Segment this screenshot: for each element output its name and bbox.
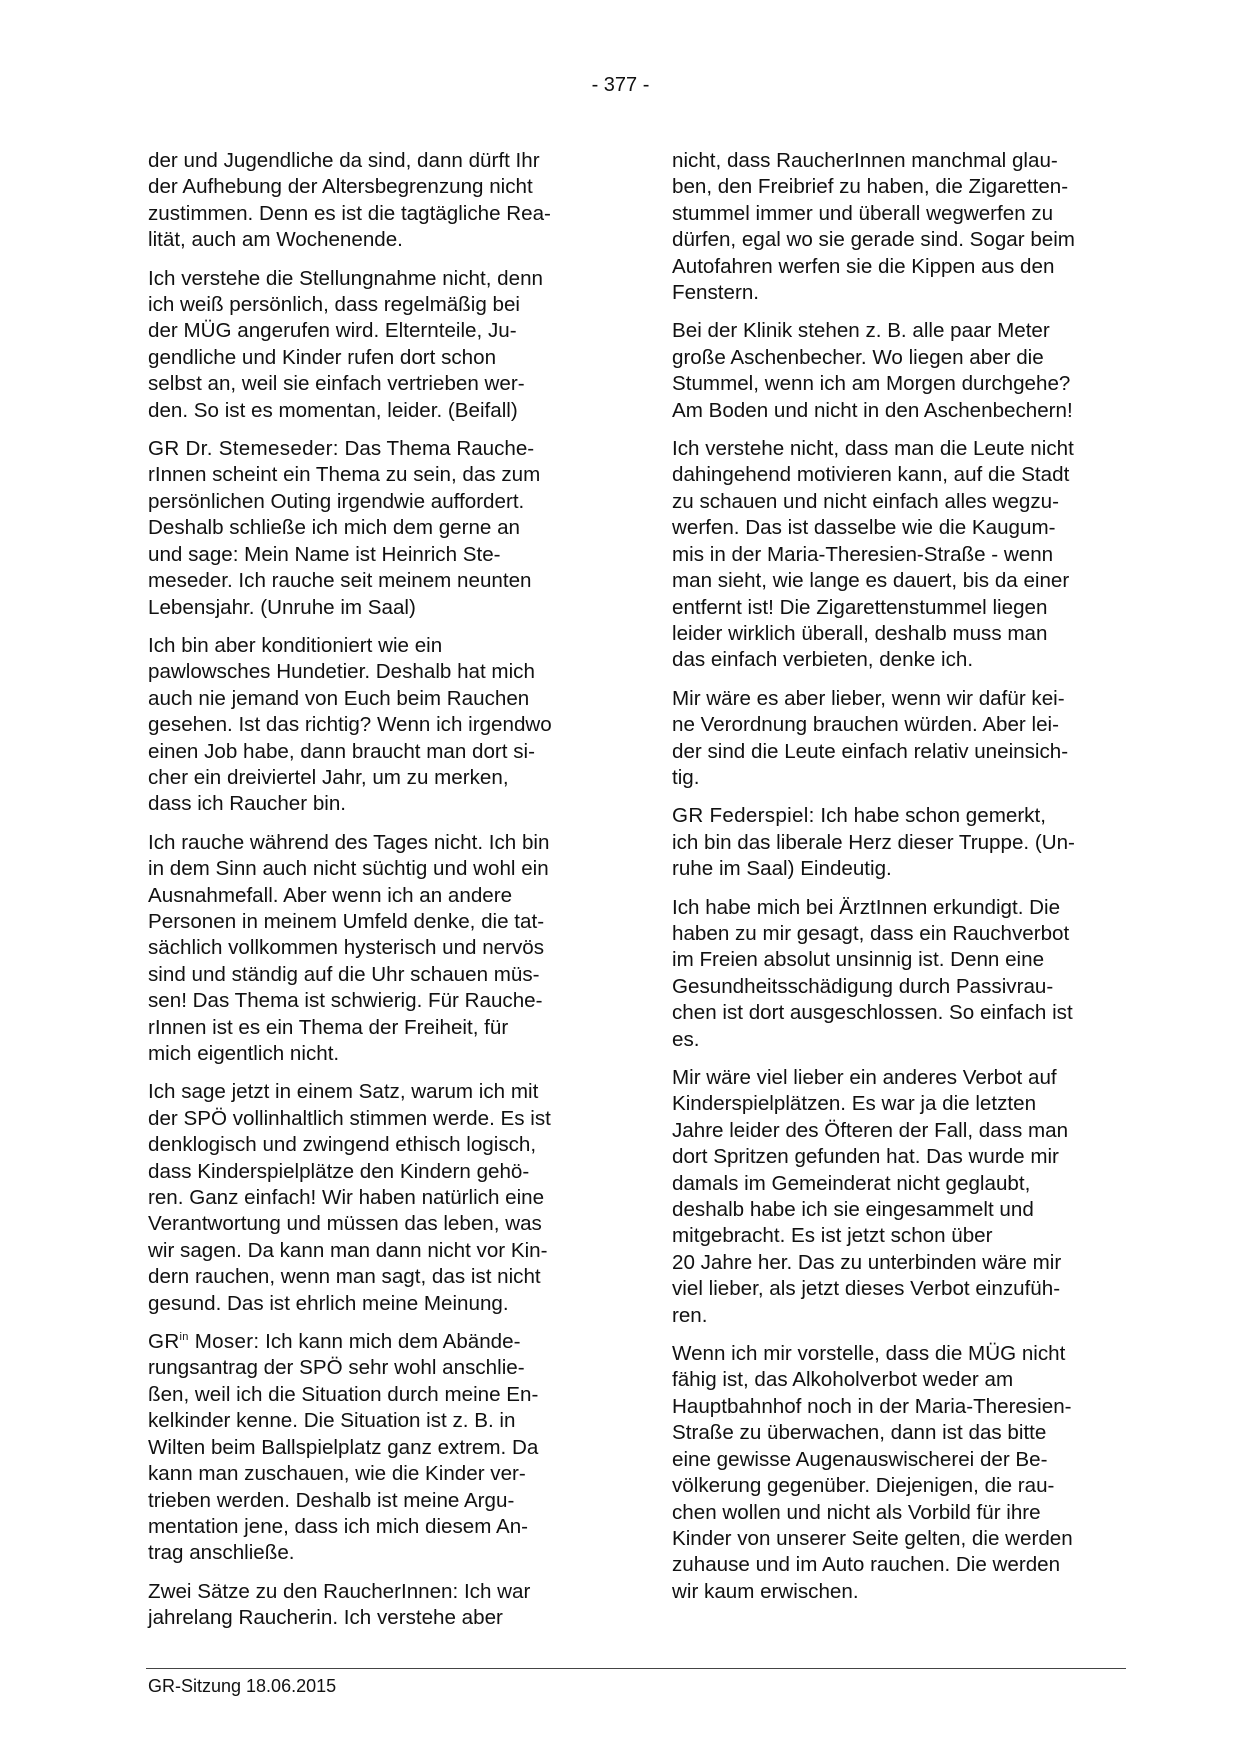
text-line: denklogisch und zwingend ethisch logisch,	[148, 1133, 537, 1157]
text-line: sen! Das Thema ist schwierig. Für Rauche-	[148, 989, 543, 1013]
text-line: tig.	[672, 765, 700, 789]
speaker-title: GR	[148, 1330, 180, 1354]
text-fragment: Ich habe schon gemerkt,	[814, 804, 1046, 828]
text-line: völkerung gegenüber. Diejenigen, die rau-	[672, 1474, 1055, 1498]
paragraph	[148, 1579, 596, 1632]
text-line: ren.	[672, 1303, 708, 1327]
text-line: 20 Jahre her. Das zu unterbinden wäre mir	[672, 1250, 1062, 1274]
paragraph	[672, 436, 1120, 674]
right-column	[672, 148, 1120, 1617]
text-line: trag anschließe.	[148, 1541, 295, 1565]
text-line: dort Spritzen gefunden hat. Das wurde mir	[672, 1145, 1059, 1169]
text-line: cher ein dreiviertel Jahr, um zu merken,	[148, 765, 509, 789]
text-line: in dem Sinn auch nicht süchtig und wohl ein	[148, 857, 549, 881]
paragraph	[148, 436, 596, 621]
text-line: Fenstern.	[672, 281, 759, 305]
paragraph	[672, 148, 1120, 306]
text-line: dahingehend motivieren kann, auf die Stadt	[672, 463, 1070, 487]
text-line: große Aschenbecher. Wo liegen aber die	[672, 345, 1044, 369]
text-line: Gesundheitsschädigung durch Passivrau-	[672, 974, 1054, 998]
text-line: Ich verstehe nicht, dass man die Leute nicht	[672, 437, 1074, 461]
speaker-title-suffix: in	[179, 1331, 189, 1344]
paragraph	[148, 830, 596, 1068]
text-line: pawlowsches Hundetier. Deshalb hat mich	[148, 660, 535, 684]
paragraph	[672, 1065, 1120, 1329]
text-line: im Freien absolut unsinnig ist. Denn eine	[672, 948, 1045, 972]
text-line: dass ich Raucher bin.	[148, 792, 347, 816]
text-line: Stummel, wenn ich am Morgen durchgehe?	[672, 372, 1071, 396]
text-line: Jahre leider des Öfteren der Fall, dass man	[672, 1118, 1069, 1142]
text-line: mis in der Maria-Theresien-Straße - wenn	[672, 542, 1054, 566]
text-line: der Aufhebung der Altersbegrenzung nicht	[148, 175, 533, 199]
text-line: Mir wäre es aber lieber, wenn wir dafür kei-	[672, 686, 1065, 710]
text-line: sächlich vollkommen hysterisch und nervös	[148, 936, 545, 960]
text-line: deshalb habe ich sie eingesammelt und	[672, 1198, 1034, 1222]
footer-session-date: GR-Sitzung 18.06.2015	[148, 1676, 337, 1696]
text-line: mich eigentlich nicht.	[148, 1042, 340, 1065]
text-line: kelkinder kenne. Die Situation ist z. B. in	[148, 1409, 516, 1433]
text-line: eine gewisse Augenauswischerei der Be-	[672, 1447, 1048, 1471]
text-line: Ich rauche während des Tages nicht. Ich bin	[148, 830, 550, 854]
text-line: meseder. Ich rauche seit meinem neunten	[148, 569, 532, 593]
text-line: ßen, weil ich die Situation durch meine En-	[148, 1382, 539, 1406]
text-line: wir kaum erwischen.	[672, 1579, 859, 1603]
text-line: lität, auch am Wochenende.	[148, 228, 403, 252]
paragraph	[148, 633, 596, 818]
text-line: dürfen, egal wo sie gerade sind. Sogar beim	[672, 228, 1075, 252]
text-line: ben, den Freibrief zu haben, die Zigaretten-	[672, 175, 1069, 199]
text-line: kann man zuschauen, wie die Kinder ver-	[148, 1462, 526, 1486]
text-line: der MÜG angerufen wird. Elternteile, Ju-	[148, 319, 517, 343]
text-line: Deshalb schließe ich mich dem gerne an	[148, 516, 521, 540]
text-line: Am Boden und nicht in den Aschenbechern!	[672, 398, 1073, 422]
text-line: Wilten beim Ballspielplatz ganz extrem. Da	[148, 1435, 539, 1459]
text-line: Autofahren werfen sie die Kippen aus den	[672, 254, 1055, 278]
text-line: den. So ist es momentan, leider. (Beifall)	[148, 398, 518, 422]
text-line: der sind die Leute einfach relativ uneinsich-	[672, 739, 1069, 763]
text-line: Zwei Sätze zu den RaucherInnen: Ich war	[148, 1579, 531, 1603]
text-line: mitgebracht. Es ist jetzt schon über	[672, 1224, 993, 1248]
text-line: es.	[672, 1027, 700, 1051]
speaker-surname: Moser:	[188, 1330, 260, 1354]
text-line: Ich habe mich bei ÄrztInnen erkundigt. Die	[672, 895, 1061, 919]
text-line: und sage: Mein Name ist Heinrich Ste-	[148, 542, 501, 566]
text-line: stummel immer und überall wegwerfen zu	[672, 201, 1054, 225]
footer-divider	[146, 1668, 1126, 1669]
text-line: damals im Gemeinderat nicht geglaubt,	[672, 1171, 1031, 1195]
text-line	[148, 1329, 596, 1355]
text-line: Kinder von unserer Seite gelten, die werden	[672, 1526, 1073, 1550]
text-line: wir sagen. Da kann man dann nicht vor Kin-	[148, 1238, 548, 1262]
line-group	[148, 1355, 596, 1566]
text-line: ruhe im Saal) Eindeutig.	[672, 857, 892, 881]
text-line: selbst an, weil sie einfach vertrieben wer-	[148, 372, 525, 396]
text-line: ren. Ganz einfach! Wir haben natürlich eine	[148, 1186, 545, 1210]
text-line: chen wollen und nicht als Vorbild für ihre	[672, 1500, 1041, 1524]
text-line	[148, 436, 596, 462]
text-line: Ich bin aber konditioniert wie ein	[148, 633, 443, 657]
paragraph	[148, 266, 596, 424]
speaker-name	[148, 1330, 259, 1353]
text-line: gesehen. Ist das richtig? Wenn ich irgendwo	[148, 713, 552, 737]
text-line: der SPÖ vollinhaltlich stimmen werde. Es ist	[148, 1106, 551, 1130]
text-line: persönlichen Outing irgendwie auffordert.	[148, 489, 525, 513]
text-line: jahrelang Raucherin. Ich verstehe aber	[148, 1606, 503, 1630]
text-line: fähig ist, das Alkoholverbot weder am	[672, 1368, 1014, 1392]
speaker-name: GR Federspiel:	[672, 804, 815, 828]
text-line: zu schauen und nicht einfach alles wegzu-	[672, 489, 1059, 513]
text-line: gesund. Das ist ehrlich meine Meinung.	[148, 1291, 509, 1315]
text-line: auch nie jemand von Euch beim Rauchen	[148, 686, 530, 710]
paragraph	[148, 1329, 596, 1567]
text-line: Personen in meinem Umfeld denke, die tat-	[148, 909, 545, 933]
text-line: rInnen scheint ein Thema zu sein, das zum	[148, 463, 541, 487]
text-line: Ausnahmefall. Aber wenn ich an andere	[148, 883, 513, 907]
paragraph	[672, 318, 1120, 424]
text-line: werfen. Das ist dasselbe wie die Kaugum-	[672, 516, 1056, 540]
text-line: Ich verstehe die Stellungnahme nicht, denn	[148, 266, 543, 290]
text-line: einen Job habe, dann braucht man dort si-	[148, 739, 535, 763]
left-column	[148, 148, 596, 1644]
text-line: Straße zu überwachen, dann ist das bitte	[672, 1421, 1047, 1445]
paragraph	[672, 803, 1120, 882]
text-line: zuhause und im Auto rauchen. Die werden	[672, 1553, 1061, 1577]
paragraph	[148, 1079, 596, 1317]
text-line: trieben werden. Deshalb ist meine Argu-	[148, 1488, 515, 1512]
line-group	[672, 830, 1120, 883]
text-line: ich bin das liberale Herz dieser Truppe. (Un-	[672, 830, 1075, 854]
text-line: entfernt ist! Die Zigarettenstummel liegen	[672, 595, 1048, 619]
text-line	[672, 803, 1120, 829]
text-line: gendliche und Kinder rufen dort schon	[148, 345, 497, 369]
text-line: man sieht, wie lange es dauert, bis da einer	[672, 569, 1070, 593]
text-line: dass Kinderspielplätze den Kindern gehö-	[148, 1159, 530, 1183]
text-line: Hauptbahnhof noch in der Maria-Theresien-	[672, 1394, 1072, 1418]
line-group	[148, 462, 596, 620]
text-line: viel lieber, als jetzt dieses Verbot einzufüh-	[672, 1277, 1061, 1301]
text-fragment: Ich kann mich dem Abände-	[259, 1330, 521, 1354]
text-line: Ich sage jetzt in einem Satz, warum ich mit	[148, 1080, 539, 1104]
text-line: der und Jugendliche da sind, dann dürft Ihr	[148, 149, 540, 172]
text-line: rInnen ist es ein Thema der Freiheit, für	[148, 1015, 509, 1039]
text-line: sind und ständig auf die Uhr schauen müs-	[148, 962, 540, 986]
text-line: leider wirklich überall, deshalb muss man	[672, 621, 1048, 645]
text-line: Kinderspielplätzen. Es war ja die letzten	[672, 1092, 1037, 1116]
text-fragment: Das Thema Rauche-	[338, 437, 535, 461]
text-line: das einfach verbieten, denke ich.	[672, 648, 974, 672]
paragraph	[672, 686, 1120, 792]
text-line: chen ist dort ausgeschlossen. So einfach ist	[672, 1001, 1073, 1025]
text-line: Bei der Klinik stehen z. B. alle paar Meter	[672, 319, 1050, 343]
text-line: ne Verordnung brauchen würden. Aber lei-	[672, 713, 1059, 737]
text-line: ich weiß persönlich, dass regelmäßig bei	[148, 293, 520, 317]
text-line: Lebensjahr. (Unruhe im Saal)	[148, 595, 416, 619]
page-number: - 377 -	[591, 74, 650, 96]
paragraph	[148, 148, 596, 254]
text-line: nicht, dass RaucherInnen manchmal glau-	[672, 149, 1058, 172]
text-line: haben zu mir gesagt, dass ein Rauchverbot	[672, 921, 1070, 945]
text-line: Wenn ich mir vorstelle, dass die MÜG nicht	[672, 1342, 1066, 1366]
text-line: zustimmen. Denn es ist die tagtägliche Rea-	[148, 201, 551, 225]
text-line: mentation jene, dass ich mich diesem An-	[148, 1514, 529, 1538]
text-line: Verantwortung und müssen das leben, was	[148, 1212, 542, 1236]
text-line: Mir wäre viel lieber ein anderes Verbot auf	[672, 1066, 1057, 1089]
text-line: dern rauchen, wenn man sagt, das ist nicht	[148, 1265, 541, 1289]
text-line: rungsantrag der SPÖ sehr wohl anschlie-	[148, 1356, 525, 1380]
speaker-name: GR Dr. Stemeseder:	[148, 437, 339, 461]
paragraph	[672, 895, 1120, 1053]
paragraph	[672, 1341, 1120, 1605]
